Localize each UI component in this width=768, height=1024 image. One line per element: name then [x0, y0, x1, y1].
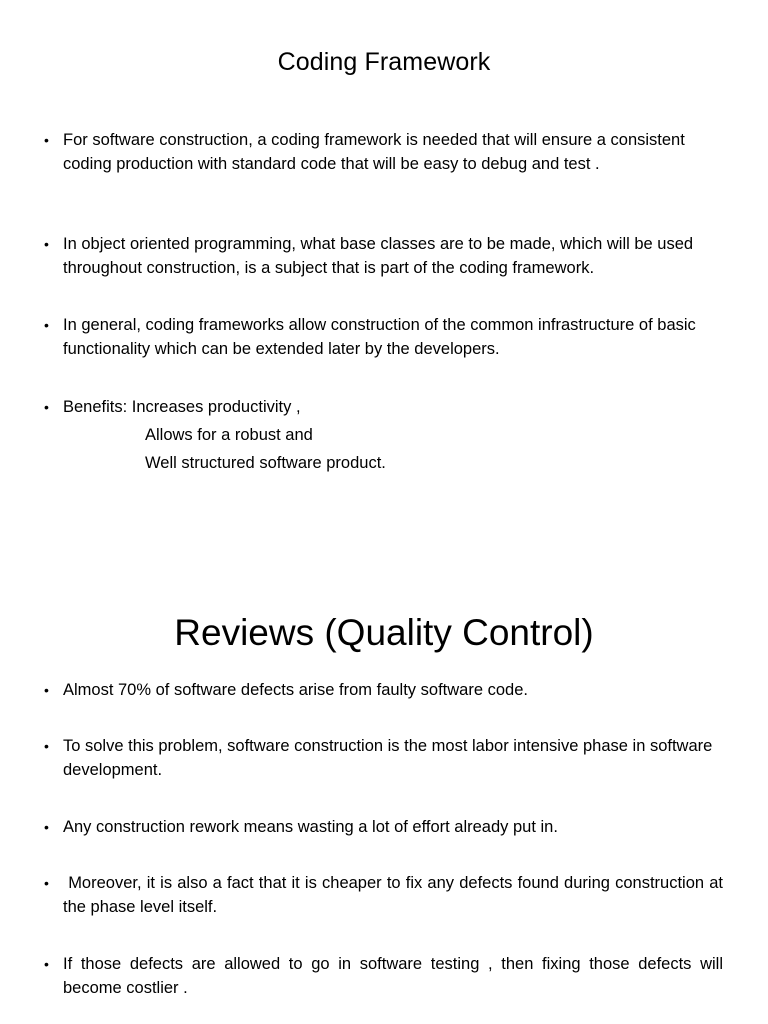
list-item-text: For software construction, a coding framework is needed that will ensure a consistent coding production with standard code that will be easy to debug and test .: [63, 131, 685, 173]
benefits-line: Benefits: Increases productivity ,: [63, 398, 301, 416]
benefits-text: [63, 393, 723, 477]
bullet-icon: •: [44, 132, 49, 148]
benefits-line: Well structured software product.: [145, 454, 386, 472]
bullet-icon: •: [44, 956, 49, 972]
section-title-reviews: Reviews (Quality Control): [174, 612, 594, 653]
bullet-icon: •: [44, 875, 49, 891]
list-item-text: In object oriented programming, what base classes are to be made, which will be used throughout construction, is a subject that is part of the coding framework.: [63, 235, 694, 277]
section-title-coding-framework: Coding Framework: [277, 48, 491, 76]
list-item-text: If those defects are allowed to go in software testing , then fixing those defects will become costlier .: [63, 955, 723, 997]
bullet-icon: •: [44, 236, 49, 252]
bullet-icon: •: [44, 682, 49, 698]
list-item-text: To solve this problem, software construction is the most labor intensive phase in software development.: [63, 737, 713, 779]
bullet-icon: •: [44, 317, 49, 333]
list-item-text: Almost 70% of software defects arise from faulty software code.: [63, 681, 528, 699]
list-item-text: Any construction rework means wasting a lot of effort already put in.: [63, 818, 558, 836]
bullet-icon: •: [44, 738, 49, 754]
list-item-text: In general, coding frameworks allow construction of the common infrastructure of basic functionality which can be extended later by the developers.: [63, 316, 696, 358]
bullet-icon: •: [44, 819, 49, 835]
benefits-line: Allows for a robust and: [145, 426, 313, 444]
list-item-text: Moreover, it is also a fact that it is cheaper to fix any defects found during construction at the phase level itself.: [63, 874, 728, 916]
bullet-icon: •: [44, 399, 49, 415]
